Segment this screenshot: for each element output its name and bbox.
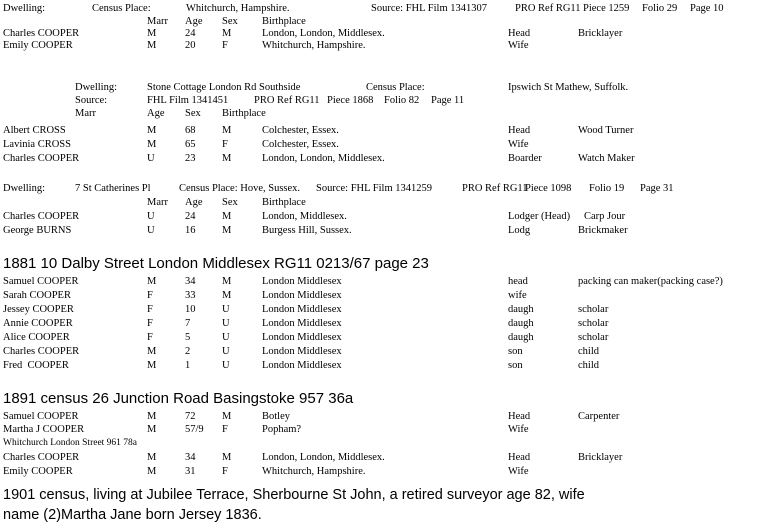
name: Jessey COOPER (3, 304, 74, 315)
birthplace: London Middlesex (262, 290, 342, 301)
occupation: scholar (578, 318, 609, 329)
col-age: Age (185, 197, 203, 208)
table-row (0, 153, 766, 165)
col-marr: Marr (147, 16, 168, 27)
name: Fred COOPER (3, 360, 69, 371)
piece: Piece 1868 (327, 95, 374, 106)
sex: F (222, 40, 228, 51)
name: Martha J COOPER (3, 424, 85, 435)
census-1901-line-1: 1901 census, living at Jubilee Terrace, Sherbourne St John, a retired surveyor age 82, wife (3, 487, 585, 503)
sex: M (222, 225, 232, 236)
age: 57/9 (185, 424, 204, 435)
name: Charles COOPER (3, 346, 80, 357)
marr: F (147, 304, 153, 315)
name: Alice COOPER (3, 332, 70, 343)
relation: Head (508, 452, 531, 463)
birthplace: London, London, Middlesex. (262, 28, 385, 39)
sex: U (222, 332, 230, 343)
occupation: Bricklayer (578, 452, 623, 463)
birthplace: Colchester, Essex. (262, 139, 339, 150)
col-marr: Marr (75, 108, 96, 119)
marr: M (147, 424, 157, 435)
source: FHL Film 1341451 (147, 95, 229, 106)
name: Charles COOPER (3, 153, 80, 164)
marr: M (147, 466, 157, 477)
age: 7 (185, 318, 191, 329)
birthplace: London Middlesex (262, 304, 342, 315)
relation: Wife (508, 40, 529, 51)
census-1881-heading: 1881 10 Dalby Street London Middlesex RG11 0213/67 page 23 (3, 255, 429, 272)
relation: Wife (508, 466, 529, 477)
source: Source: FHL Film 1341307 (371, 3, 487, 14)
age: 68 (185, 125, 196, 136)
dwelling-label: Dwelling: (75, 82, 117, 93)
relation: son (508, 346, 523, 357)
relation: Lodger (Head) (508, 211, 571, 222)
block3-column-headers (0, 197, 766, 209)
marr: U (147, 153, 155, 164)
birthplace: Colchester, Essex. (262, 125, 339, 136)
sex: M (222, 211, 232, 222)
folio: Folio 82 (384, 95, 420, 106)
relation: Head (508, 125, 531, 136)
dwelling: 7 St Catherines Pl (75, 183, 151, 194)
age: 31 (185, 466, 196, 477)
census-1891-heading: 1891 census 26 Junction Road Basingstoke 957 36a (3, 390, 354, 407)
source-label: Source: (75, 95, 108, 106)
relation: Lodg (508, 225, 531, 236)
census-1891-subheading (0, 437, 766, 449)
age: 20 (185, 40, 196, 51)
birthplace: Botley (262, 411, 290, 422)
marr: M (147, 139, 157, 150)
sex: M (222, 153, 232, 164)
sex: U (222, 318, 230, 329)
census-1901-line-2: name (2)Martha Jane born Jersey 1836. (3, 507, 262, 523)
birthplace: London Middlesex (262, 318, 342, 329)
table-row (0, 40, 766, 52)
marr: F (147, 290, 153, 301)
sex: M (222, 290, 232, 301)
table-row (0, 290, 766, 302)
age: 10 (185, 304, 196, 315)
table-row (0, 304, 766, 316)
dwelling: Stone Cottage London Rd Southside (147, 82, 301, 93)
birthplace: London, London, Middlesex. (262, 153, 385, 164)
block3-header-line (0, 183, 766, 195)
age: 5 (185, 332, 191, 343)
folio: Folio 29 (642, 3, 678, 14)
sex: F (222, 424, 228, 435)
age: 1 (185, 360, 191, 371)
col-birthplace: Birthplace (222, 108, 266, 119)
col-sex: Sex (185, 108, 201, 119)
relation: son (508, 360, 523, 371)
birthplace: London, London, Middlesex. (262, 452, 385, 463)
marr: U (147, 211, 155, 222)
table-row (0, 360, 766, 372)
occupation: packing can maker(packing case?) (578, 276, 723, 287)
marr: M (147, 276, 157, 287)
birthplace: Popham? (262, 424, 302, 435)
sex: F (222, 466, 228, 477)
age: 2 (185, 346, 191, 357)
marr: M (147, 346, 157, 357)
sex: F (222, 139, 228, 150)
table-row (0, 276, 766, 288)
col-sex: Sex (222, 197, 238, 208)
block1-header-line (0, 3, 766, 15)
birthplace: London Middlesex (262, 346, 342, 357)
birthplace: Burgess Hill, Sussex. (262, 225, 352, 236)
occupation: Carpenter (578, 411, 620, 422)
name: George BURNS (3, 225, 72, 236)
table-row (0, 466, 766, 478)
piece: Piece 1098 (525, 183, 572, 194)
marr: U (147, 225, 155, 236)
age: 34 (185, 276, 196, 287)
col-birthplace: Birthplace (262, 16, 306, 27)
occupation: Brickmaker (578, 225, 628, 236)
occupation: scholar (578, 332, 609, 343)
relation: daugh (508, 318, 534, 329)
sex: M (222, 28, 232, 39)
col-age: Age (147, 108, 165, 119)
sex: U (222, 346, 230, 357)
relation: Head (508, 411, 531, 422)
subheading-text: Whitchurch London Street 961 78a (3, 438, 138, 448)
census-place: Ipswich St Mathew, Suffolk. (508, 82, 629, 93)
table-row (0, 28, 766, 40)
birthplace: London Middlesex (262, 276, 342, 287)
dwelling-label: Dwelling: (3, 183, 45, 194)
marr: M (147, 40, 157, 51)
occupation: Wood Turner (578, 125, 634, 136)
pro-ref: PRO Ref RG11 (515, 3, 581, 14)
age: 72 (185, 411, 196, 422)
block2-column-headers (0, 108, 766, 120)
census-place: Census Place: Hove, Sussex. (179, 183, 301, 194)
age: 23 (185, 153, 196, 164)
marr: M (147, 360, 157, 371)
table-row (0, 225, 766, 237)
relation: daugh (508, 332, 534, 343)
age: 24 (185, 28, 196, 39)
census-place-label: Census Place: (366, 82, 425, 93)
table-row (0, 424, 766, 436)
age: 16 (185, 225, 196, 236)
marr: M (147, 125, 157, 136)
sex: U (222, 360, 230, 371)
occupation: scholar (578, 304, 609, 315)
col-birthplace: Birthplace (262, 197, 306, 208)
name: Emily COOPER (3, 40, 73, 51)
name: Albert CROSS (3, 125, 66, 136)
table-row (0, 125, 766, 137)
birthplace: Whitchurch, Hampshire. (262, 466, 366, 477)
marr: F (147, 332, 153, 343)
col-sex: Sex (222, 16, 238, 27)
piece: Piece 1259 (583, 3, 630, 14)
relation: Wife (508, 424, 529, 435)
name: Sarah COOPER (3, 290, 71, 301)
table-row (0, 411, 766, 423)
census-place-label: Census Place: (92, 3, 151, 14)
marr: M (147, 28, 157, 39)
page: Page 31 (640, 183, 674, 194)
block2-header-line (0, 82, 766, 94)
table-row (0, 346, 766, 358)
age: 33 (185, 290, 196, 301)
dwelling-label: Dwelling: (3, 3, 45, 14)
block1-column-headers (0, 16, 766, 28)
age: 65 (185, 139, 196, 150)
sex: M (222, 411, 232, 422)
birthplace: Whitchurch, Hampshire. (262, 40, 366, 51)
relation: Boarder (508, 153, 542, 164)
relation: head (508, 276, 528, 287)
relation: daugh (508, 304, 534, 315)
name: Charles COOPER (3, 28, 80, 39)
age: 24 (185, 211, 196, 222)
name: Lavinia CROSS (3, 139, 71, 150)
marr: F (147, 318, 153, 329)
occupation: Carp Jour (584, 211, 626, 222)
source: Source: FHL Film 1341259 (316, 183, 432, 194)
occupation: child (578, 346, 599, 357)
table-row (0, 139, 766, 151)
sex: M (222, 452, 232, 463)
table-row (0, 452, 766, 464)
sex: M (222, 276, 232, 287)
name: Charles COOPER (3, 452, 80, 463)
relation: wife (508, 290, 527, 301)
birthplace: London, Middlesex. (262, 211, 347, 222)
age: 34 (185, 452, 196, 463)
relation: Wife (508, 139, 529, 150)
occupation: Bricklayer (578, 28, 623, 39)
table-row (0, 211, 766, 223)
pro-ref: PRO Ref RG11 (254, 95, 320, 106)
table-row (0, 332, 766, 344)
marr: M (147, 452, 157, 463)
col-age: Age (185, 16, 203, 27)
page: Page 10 (690, 3, 724, 14)
name: Samuel COOPER (3, 411, 79, 422)
occupation: Watch Maker (578, 153, 635, 164)
name: Emily COOPER (3, 466, 73, 477)
name: Charles COOPER (3, 211, 80, 222)
block2-source-line (0, 95, 766, 107)
occupation: child (578, 360, 599, 371)
marr: M (147, 411, 157, 422)
relation: Head (508, 28, 531, 39)
sex: M (222, 125, 232, 136)
sex: U (222, 304, 230, 315)
page: Page 11 (431, 95, 465, 106)
name: Annie COOPER (3, 318, 73, 329)
folio: Folio 19 (589, 183, 625, 194)
census-place: Whitchurch, Hampshire. (186, 3, 290, 14)
col-marr: Marr (147, 197, 168, 208)
birthplace: London Middlesex (262, 360, 342, 371)
birthplace: London Middlesex (262, 332, 342, 343)
pro-ref: PRO Ref RG11 (462, 183, 528, 194)
table-row (0, 318, 766, 330)
name: Samuel COOPER (3, 276, 79, 287)
